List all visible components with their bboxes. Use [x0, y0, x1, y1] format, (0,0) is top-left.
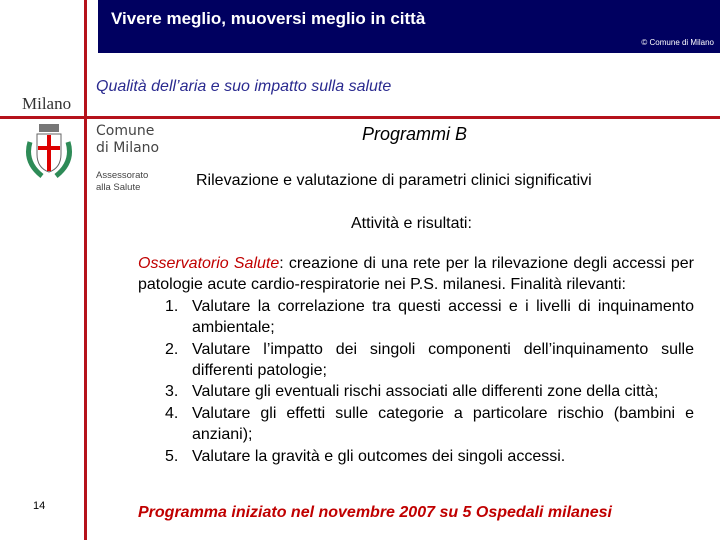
item-number: 2.	[165, 340, 179, 358]
item-text: Valutare gli effetti sulle categorie a particolare rischio (bambini e anziani);	[192, 404, 694, 444]
divider-vertical	[84, 0, 87, 540]
header-title: Vivere meglio, muoversi meglio in città	[111, 9, 426, 28]
item-text: Valutare l’impatto dei singoli componenti dell’inquinamento sulle differenti patologie;	[192, 340, 694, 380]
item-number: 3.	[165, 383, 179, 401]
list-item	[165, 446, 694, 467]
city-name: Milano	[22, 94, 72, 113]
header-banner	[98, 0, 720, 53]
item-text: Valutare gli eventuali rischi associati alle differenti zone della città;	[192, 383, 659, 401]
subtitle: Qualità dell’aria e suo impatto sulla salute	[96, 78, 392, 95]
comune-logo-text	[96, 123, 159, 157]
milano-crest-icon	[22, 122, 76, 180]
section-title: Attività e risultati:	[351, 215, 472, 232]
list-item	[165, 381, 694, 402]
comune-line2: di Milano	[96, 140, 160, 156]
program-title: Programmi B	[362, 124, 468, 144]
divider-horizontal	[0, 116, 720, 119]
item-number: 4.	[165, 404, 179, 422]
item-number: 1.	[165, 297, 179, 315]
list-item	[165, 339, 694, 382]
assessorato-line1: Assessorato	[96, 170, 149, 181]
comune-line1: Comune	[96, 123, 155, 139]
goals-list	[138, 296, 694, 467]
assessorato-text	[96, 170, 148, 194]
footer-note: Programma iniziato nel novembre 2007 su 5 Ospedali milanesi	[138, 504, 612, 521]
intro-highlight: Osservatorio Salute	[138, 255, 280, 272]
list-item	[165, 296, 694, 339]
assessorato-line2: alla Salute	[96, 182, 141, 193]
heading: Rilevazione e valutazione di parametri clinici significativi	[196, 172, 592, 189]
item-number: 5.	[165, 447, 179, 465]
list-item	[165, 403, 694, 446]
content-body	[138, 253, 694, 467]
item-text: Valutare la gravità e gli outcomes dei singoli accessi.	[192, 447, 566, 465]
copyright: © Comune di Milano	[641, 38, 714, 47]
page-number: 14	[33, 500, 46, 512]
item-text: Valutare la correlazione tra questi accessi e i livelli di inquinamento ambientale;	[192, 297, 694, 337]
intro-text: : creazione di una rete per la rilevazione degli accessi per patologie acute cardio-respiratorie nei P.S. milanesi. Finalità rilevanti:	[138, 255, 694, 294]
intro-paragraph	[138, 253, 694, 296]
